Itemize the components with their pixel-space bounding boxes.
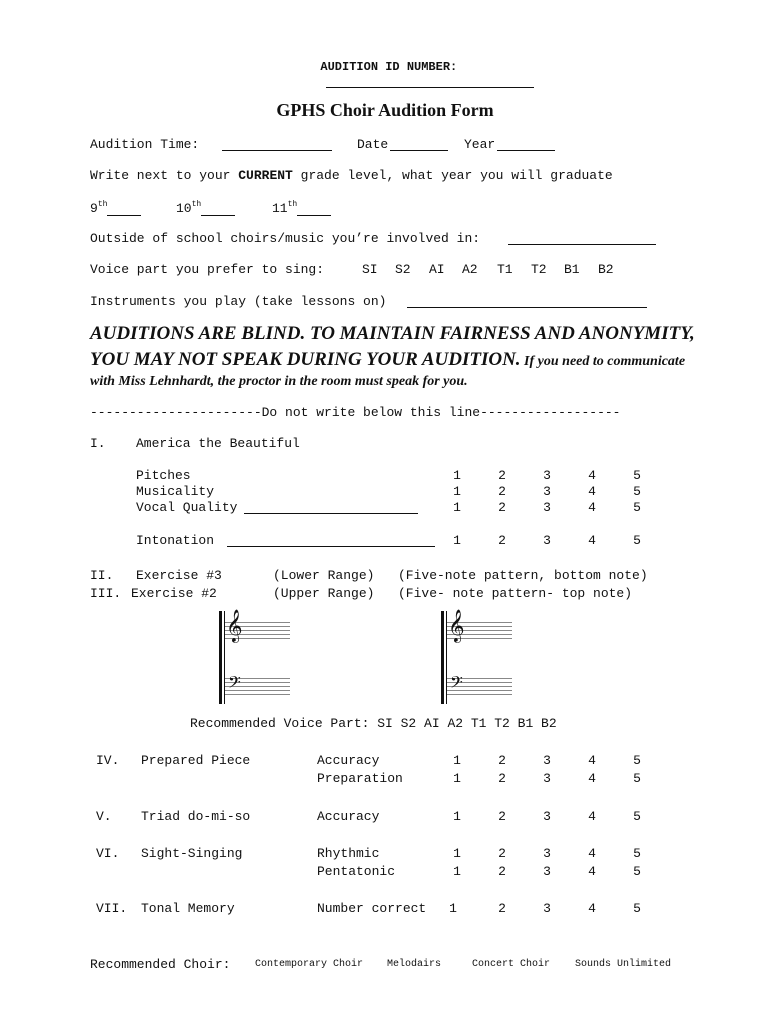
rating-pitches-2[interactable]: 2	[498, 468, 506, 483]
rating-intonation-5[interactable]: 5	[633, 533, 641, 548]
section-6-title: Sight-Singing	[141, 846, 243, 861]
rating-vocal-quality-5[interactable]: 5	[633, 500, 641, 515]
criterion-preparation: Preparation	[317, 771, 403, 786]
rating-preparation-1[interactable]: 1	[453, 771, 461, 786]
voice-part-s2[interactable]: S2	[395, 262, 411, 277]
voice-part-label: Voice part you prefer to sing:	[90, 262, 325, 277]
treble-clef-icon: 𝄞	[448, 611, 465, 642]
bass-clef-icon: 𝄢	[450, 674, 463, 696]
audition-time-field[interactable]	[222, 137, 332, 151]
blind-notice-line1: AUDITIONS ARE BLIND. TO MAINTAIN FAIRNESS AND ANONYMITY,	[90, 323, 695, 344]
rating-triad-accuracy-3[interactable]: 3	[543, 809, 551, 824]
voice-part-b1[interactable]: B1	[564, 262, 580, 277]
rating-prepared-accuracy-1[interactable]: 1	[453, 753, 461, 768]
rating-pitches-5[interactable]: 5	[633, 468, 641, 483]
grade-9-base: 9	[90, 201, 98, 216]
grade-10-sup: th	[191, 200, 202, 209]
rating-musicality-4[interactable]: 4	[588, 484, 596, 499]
section-3-pattern: (Five- note pattern- top note)	[398, 586, 633, 601]
rating-rhythmic-1[interactable]: 1	[453, 846, 461, 861]
grade-10-base: 10	[176, 201, 192, 216]
choir-option-sounds-unlimited[interactable]: Sounds Unlimited	[575, 959, 672, 970]
rating-pitches-1[interactable]: 1	[453, 468, 461, 483]
rating-number-correct-1[interactable]: 1	[449, 901, 457, 916]
vocal-quality-field[interactable]	[244, 500, 418, 514]
rating-number-correct-5[interactable]: 5	[633, 901, 641, 916]
date-label: Date	[357, 137, 389, 152]
blind-notice-line3: with Miss Lehnhardt, the proctor in the room must speak for you.	[90, 374, 468, 389]
rating-rhythmic-4[interactable]: 4	[588, 846, 596, 861]
grade-prompt-emphasis: CURRENT	[238, 168, 293, 183]
section-6-numeral: VI.	[96, 846, 120, 861]
rating-pitches-3[interactable]: 3	[543, 468, 551, 483]
do-not-write-divider: ----------------------Do not write below this line------------------	[90, 405, 621, 420]
rating-preparation-5[interactable]: 5	[633, 771, 641, 786]
section-7-title: Tonal Memory	[141, 901, 235, 916]
instruments-label: Instruments you play (take lessons on)	[90, 294, 387, 309]
outside-choirs-label: Outside of school choirs/music you’re involved in:	[90, 231, 481, 246]
audition-id-field[interactable]	[326, 74, 534, 88]
choir-option-melodairs[interactable]: Melodairs	[387, 959, 442, 970]
rating-rhythmic-3[interactable]: 3	[543, 846, 551, 861]
rating-musicality-1[interactable]: 1	[453, 484, 461, 499]
criterion-prepared-accuracy: Accuracy	[317, 753, 380, 768]
section-2-pattern: (Five-note pattern, bottom note)	[398, 568, 648, 583]
rating-preparation-4[interactable]: 4	[588, 771, 596, 786]
rating-pitches-4[interactable]: 4	[588, 468, 596, 483]
section-2-title: Exercise #3	[136, 568, 222, 583]
grade-9-sup: th	[97, 200, 108, 209]
rating-prepared-accuracy-4[interactable]: 4	[588, 753, 596, 768]
voice-part-t2[interactable]: T2	[531, 262, 547, 277]
recommended-voice-part: Recommended Voice Part: SI S2 AI A2 T1 T2 B1 B2	[190, 716, 557, 731]
rating-prepared-accuracy-5[interactable]: 5	[633, 753, 641, 768]
bass-clef-icon: 𝄢	[228, 674, 241, 696]
rating-musicality-5[interactable]: 5	[633, 484, 641, 499]
voice-part-t1[interactable]: T1	[497, 262, 513, 277]
voice-part-ai[interactable]: AI	[429, 262, 445, 277]
rating-musicality-3[interactable]: 3	[543, 484, 551, 499]
section-1-title: America the Beautiful	[136, 436, 300, 451]
grade-11-sup: th	[287, 200, 298, 209]
rating-vocal-quality-3[interactable]: 3	[543, 500, 551, 515]
criterion-vocal-quality: Vocal Quality	[136, 500, 238, 515]
rating-intonation-2[interactable]: 2	[498, 533, 506, 548]
rating-vocal-quality-2[interactable]: 2	[498, 500, 506, 515]
rating-preparation-2[interactable]: 2	[498, 771, 506, 786]
rating-pentatonic-4[interactable]: 4	[588, 864, 596, 879]
choir-option-contemporary[interactable]: Contemporary Choir	[255, 959, 364, 970]
date-field[interactable]	[390, 137, 448, 151]
grade-prompt	[90, 168, 613, 183]
staff-brace-bar	[219, 611, 222, 704]
section-3-title: Exercise #2	[131, 586, 217, 601]
criterion-triad-accuracy: Accuracy	[317, 809, 380, 824]
recommended-choir-label: Recommended Choir:	[90, 957, 231, 972]
rating-number-correct-4[interactable]: 4	[588, 901, 596, 916]
section-1-numeral: I.	[90, 436, 106, 451]
criterion-number-correct: Number correct	[317, 901, 427, 916]
staff-brace-bar	[441, 611, 444, 704]
rating-prepared-accuracy-3[interactable]: 3	[543, 753, 551, 768]
section-5-title: Triad do-mi-so	[141, 809, 251, 824]
grade-11-field[interactable]	[297, 202, 331, 216]
intonation-field[interactable]	[227, 533, 435, 547]
rating-rhythmic-2[interactable]: 2	[498, 846, 506, 861]
page-title: GPHS Choir Audition Form	[276, 100, 494, 120]
choir-option-concert[interactable]: Concert Choir	[472, 959, 551, 970]
criterion-musicality: Musicality	[136, 484, 215, 499]
audition-id-label: AUDITION ID NUMBER:	[320, 60, 458, 74]
section-3-range: (Upper Range)	[273, 586, 375, 601]
rating-triad-accuracy-1[interactable]: 1	[453, 809, 461, 824]
section-2-numeral: II.	[90, 568, 114, 583]
section-4-numeral: IV.	[96, 753, 120, 768]
rating-preparation-3[interactable]: 3	[543, 771, 551, 786]
rating-musicality-2[interactable]: 2	[498, 484, 506, 499]
voice-part-si[interactable]: SI	[362, 262, 378, 277]
grade-prompt-post: grade level, what year you will graduate	[292, 168, 613, 183]
rating-pentatonic-3[interactable]: 3	[543, 864, 551, 879]
section-7-numeral: VII.	[96, 901, 128, 916]
grade-11-base: 11	[272, 201, 288, 216]
rating-pentatonic-5[interactable]: 5	[633, 864, 641, 879]
rating-rhythmic-5[interactable]: 5	[633, 846, 641, 861]
rating-number-correct-2[interactable]: 2	[498, 901, 506, 916]
section-3-numeral: III.	[90, 586, 122, 601]
rating-prepared-accuracy-2[interactable]: 2	[498, 753, 506, 768]
criterion-rhythmic: Rhythmic	[317, 846, 380, 861]
blind-notice-caps: YOU MAY NOT SPEAK DURING YOUR AUDITION.	[90, 349, 521, 370]
grade-9-field[interactable]	[107, 202, 141, 216]
year-field[interactable]	[497, 137, 555, 151]
grade-prompt-pre: Write next to your	[90, 168, 239, 183]
criterion-intonation: Intonation	[136, 533, 215, 548]
grade-10-field[interactable]	[201, 202, 235, 216]
instruments-field[interactable]	[407, 294, 647, 308]
section-5-numeral: V.	[96, 809, 112, 824]
outside-choirs-field[interactable]	[508, 231, 656, 245]
rating-pentatonic-1[interactable]: 1	[453, 864, 461, 879]
rating-intonation-3[interactable]: 3	[543, 533, 551, 548]
voice-part-b2[interactable]: B2	[598, 262, 614, 277]
rating-triad-accuracy-4[interactable]: 4	[588, 809, 596, 824]
criterion-pitches: Pitches	[136, 468, 191, 483]
audition-time-label: Audition Time:	[90, 137, 200, 152]
blind-notice-line2	[90, 349, 685, 371]
rating-vocal-quality-4[interactable]: 4	[588, 500, 596, 515]
criterion-pentatonic: Pentatonic	[317, 864, 396, 879]
section-4-title: Prepared Piece	[141, 753, 251, 768]
grade-10	[176, 200, 235, 216]
rating-triad-accuracy-5[interactable]: 5	[633, 809, 641, 824]
grade-11	[272, 200, 331, 216]
rating-number-correct-3[interactable]: 3	[543, 901, 551, 916]
voice-part-a2[interactable]: A2	[462, 262, 478, 277]
rating-vocal-quality-1[interactable]: 1	[453, 500, 461, 515]
section-2-range: (Lower Range)	[273, 568, 375, 583]
treble-clef-icon: 𝄞	[226, 611, 243, 642]
year-label: Year	[464, 137, 496, 152]
rating-intonation-4[interactable]: 4	[588, 533, 596, 548]
rating-intonation-1[interactable]: 1	[453, 533, 461, 548]
rating-triad-accuracy-2[interactable]: 2	[498, 809, 506, 824]
audition-id-row	[306, 46, 534, 88]
rating-pentatonic-2[interactable]: 2	[498, 864, 506, 879]
grade-9	[90, 200, 141, 216]
blind-notice-small: If you need to communicate	[520, 354, 686, 369]
